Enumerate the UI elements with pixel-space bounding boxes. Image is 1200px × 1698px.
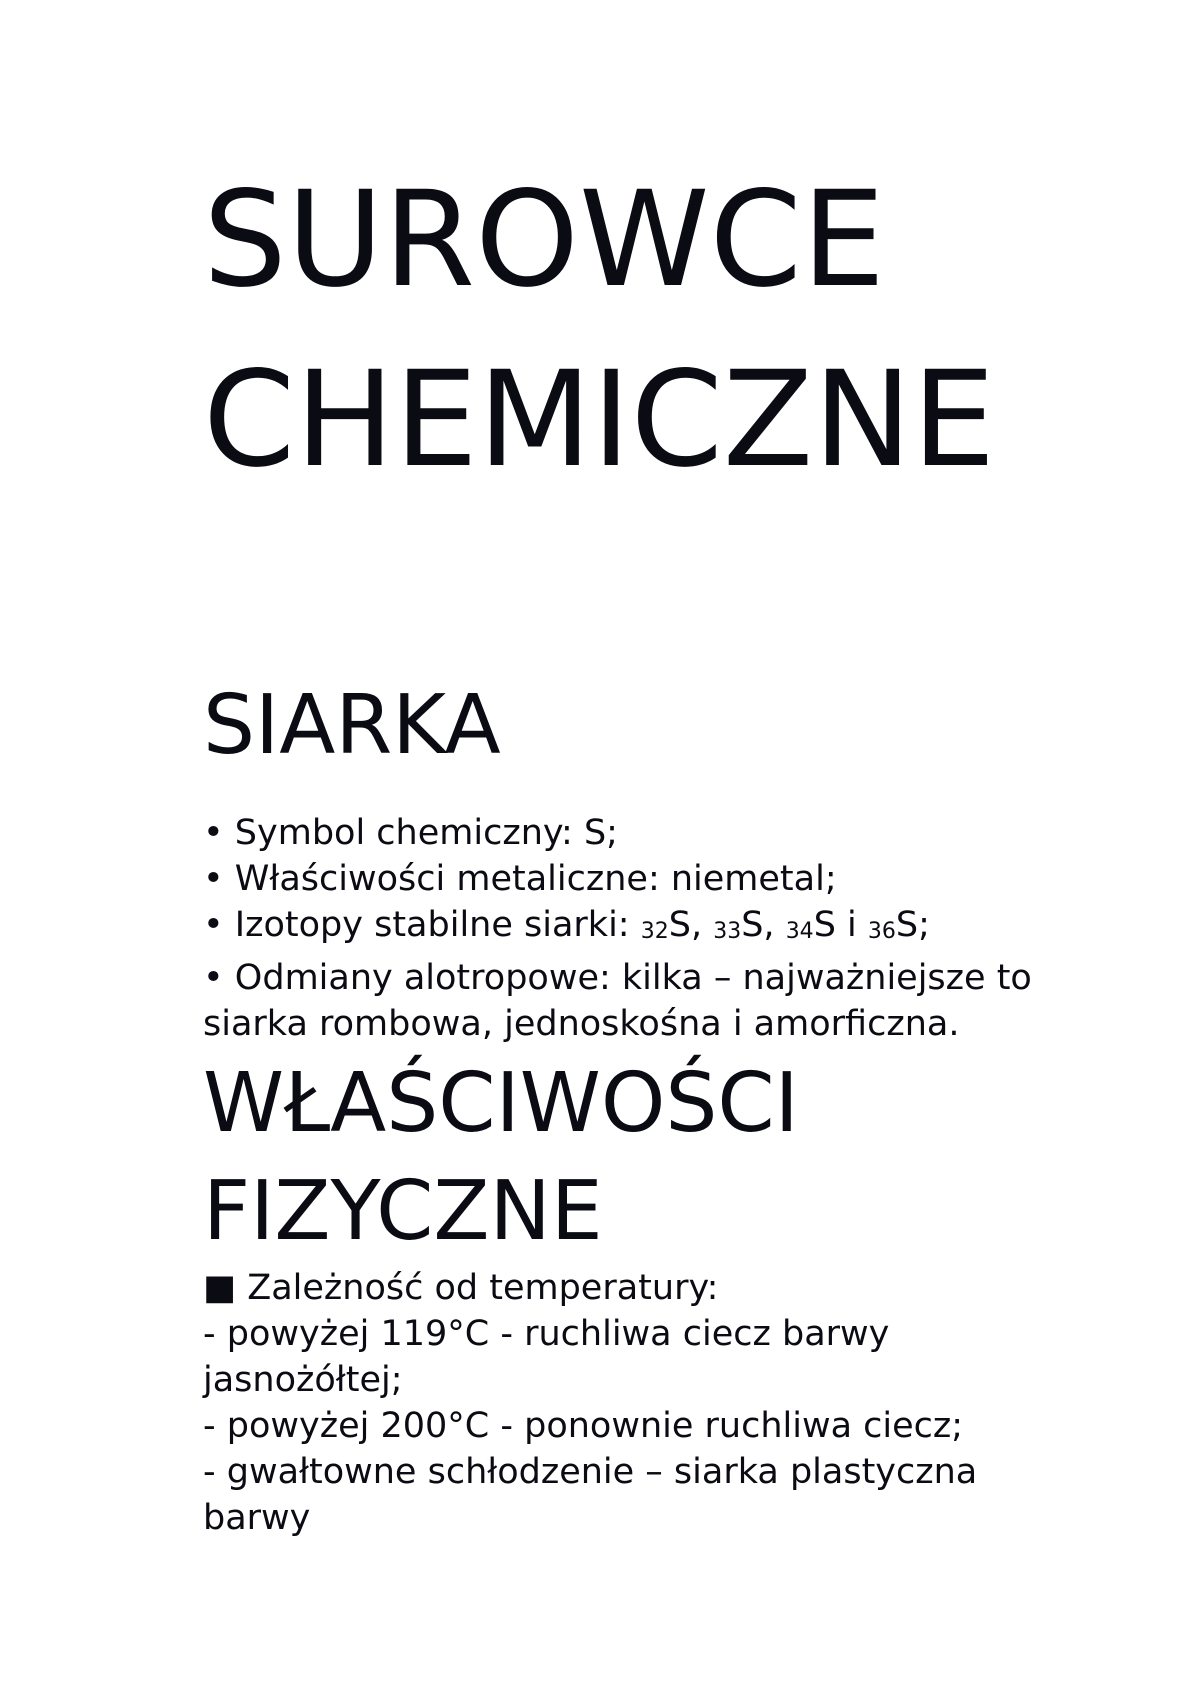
list-item-isotopes <box>203 902 1103 955</box>
list-item-symbol <box>203 810 1103 856</box>
isotope <box>868 905 930 945</box>
isotope <box>641 905 713 945</box>
isotopes-prefix: Izotopy stabilne siarki: <box>234 905 641 945</box>
symbol-text: Symbol chemiczny: S; <box>234 813 618 853</box>
line-above-200: - powyżej 200°C - ponownie ruchliwa ciecz; <box>203 1406 964 1446</box>
isotope-mass: 33 <box>713 919 742 944</box>
physical-properties-body <box>203 1265 1043 1541</box>
line-above-119: - powyżej 119°C - ruchliwa ciecz barwy jasnożółtej; <box>203 1314 890 1400</box>
title-line-2: CHEMICZNE <box>203 343 996 497</box>
isotope-separator: , <box>690 905 714 945</box>
section-heading-siarka: SIARKA <box>203 678 501 773</box>
isotope-mass: 36 <box>867 919 896 944</box>
document-title <box>203 150 995 510</box>
isotope-separator: ; <box>918 905 930 945</box>
section-heading-physical-properties <box>203 1050 799 1266</box>
siarka-facts-list <box>203 810 1103 1047</box>
bullet-icon: • <box>203 859 224 899</box>
isotope-mass: 32 <box>640 919 669 944</box>
heading-line-1: WŁAŚCIWOŚCI <box>203 1056 799 1151</box>
line-rapid-cooling: - gwałtowne schłodzenie – siarka plastyczna barwy <box>203 1452 978 1538</box>
temperature-intro-text: Zależność od temperatury: <box>247 1268 719 1308</box>
isotope-mass: 34 <box>785 919 814 944</box>
isotope-symbol: S <box>668 905 691 945</box>
heading-line-2: FIZYCZNE <box>203 1164 603 1259</box>
isotope-separator: , <box>763 905 786 945</box>
isotope-symbol: S <box>813 905 836 945</box>
square-bullet-icon: ■ <box>203 1268 237 1308</box>
isotope-symbol: S <box>895 905 919 945</box>
isotope <box>786 905 868 945</box>
isotope-separator: i <box>835 905 868 945</box>
isotope-symbol: S <box>741 905 764 945</box>
list-item-allotropes <box>203 955 1103 1047</box>
bullet-icon: • <box>203 905 224 945</box>
list-item-metallic <box>203 856 1103 902</box>
title-line-1: SUROWCE <box>203 163 886 317</box>
bullet-icon: • <box>203 958 224 998</box>
isotope <box>713 905 785 945</box>
allotropes-text: Odmiany alotropowe: kilka – najważniejsze to siarka rombowa, jednoskośna i amorficzna. <box>203 958 1032 1044</box>
bullet-icon: • <box>203 813 224 853</box>
metallic-text: Właściwości metaliczne: niemetal; <box>234 859 837 899</box>
temperature-intro <box>203 1265 1043 1311</box>
